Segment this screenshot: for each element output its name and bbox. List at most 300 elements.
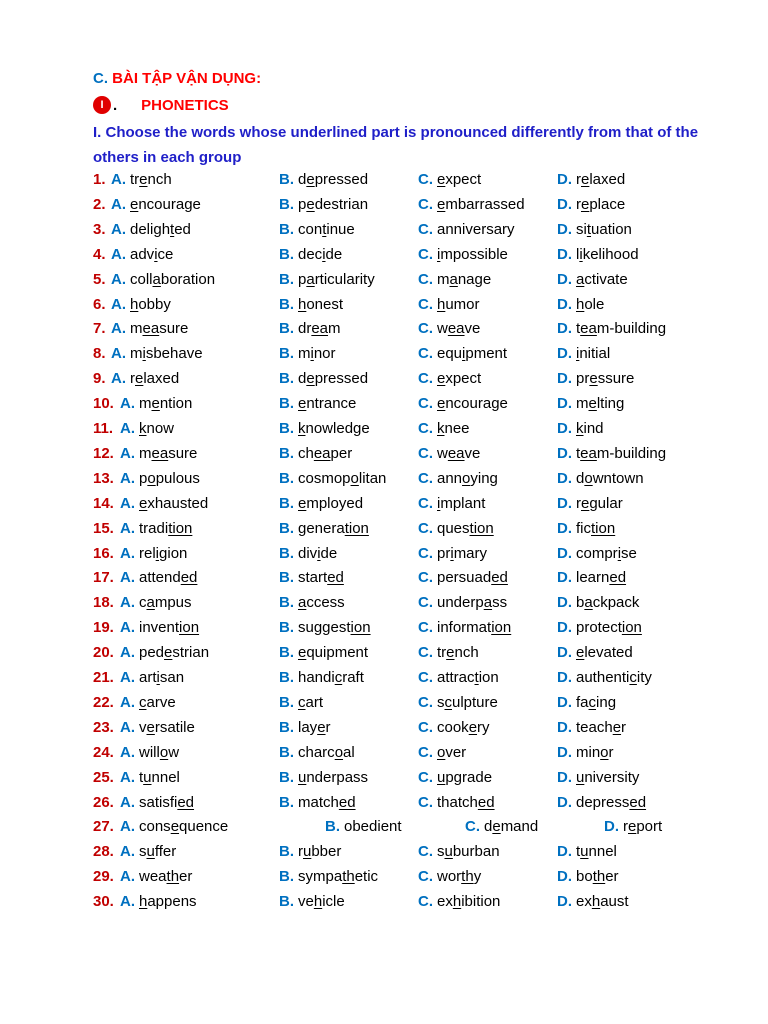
underlined-part: h	[130, 295, 139, 313]
option-letter: B.	[279, 171, 294, 188]
roman-numeral-dot: .	[113, 96, 118, 114]
option-letter: C.	[418, 693, 433, 711]
roman-numeral-badge: I	[93, 96, 111, 114]
word-prefix: m	[139, 395, 152, 413]
answer-option	[557, 715, 626, 740]
answer-option	[279, 839, 341, 864]
word-prefix: will	[139, 743, 160, 761]
underlined-part: i	[310, 345, 314, 363]
answer-option	[557, 292, 604, 317]
underlined-part: ion	[179, 619, 200, 637]
answer-option	[120, 839, 176, 864]
answer-option	[279, 167, 368, 192]
underlined-part: o	[147, 469, 156, 487]
word-suffix: r	[621, 718, 627, 736]
answer-option	[418, 341, 507, 366]
underlined-part: e	[581, 195, 590, 213]
underlined-part: e	[437, 395, 446, 413]
underlined-part: e	[576, 644, 585, 662]
underlined-part: e	[437, 171, 446, 188]
option-letter: A.	[120, 469, 135, 487]
word-prefix: min	[576, 743, 601, 761]
answer-option	[111, 217, 191, 242]
answer-option	[418, 316, 480, 341]
word-suffix: art	[305, 693, 324, 711]
answer-option	[279, 391, 356, 416]
option-letter: B.	[279, 395, 294, 413]
underlined-part: t	[322, 220, 327, 238]
underlined-part: e	[628, 818, 637, 836]
answer-option	[120, 416, 174, 441]
word-suffix: mbarrassed	[445, 195, 525, 213]
word-suffix: boration	[160, 270, 216, 288]
underlined-part: u	[143, 768, 152, 786]
answer-option	[557, 192, 625, 217]
answer-option	[557, 541, 637, 566]
question-number: 21.	[93, 669, 114, 686]
answer-option	[111, 192, 201, 217]
word-suffix: pgrade	[445, 768, 493, 786]
underlined-part: i	[617, 544, 622, 562]
word-suffix: appens	[147, 893, 197, 911]
word-suffix: quipment	[306, 644, 369, 662]
word-prefix: dec	[298, 245, 323, 263]
option-letter: D.	[557, 843, 572, 861]
question-number: 3.	[93, 220, 106, 238]
underlined-part: ea	[313, 444, 331, 462]
option-letter: A.	[120, 519, 135, 537]
question-number: 22.	[93, 693, 114, 711]
word-prefix: wea	[139, 868, 167, 886]
word-suffix: w	[168, 743, 180, 761]
underlined-part: e	[306, 370, 315, 388]
underlined-part: tion	[591, 519, 616, 537]
answer-option	[120, 864, 192, 889]
word-suffix: sbehave	[145, 345, 203, 363]
question-row	[0, 242, 768, 267]
option-letter: C.	[418, 718, 433, 736]
answer-option	[120, 790, 194, 815]
underlined-part: e	[164, 644, 173, 662]
word-suffix: xpect	[445, 370, 482, 388]
underlined-part: ed	[180, 569, 198, 587]
word-prefix: dr	[298, 320, 312, 338]
option-letter: C.	[418, 544, 433, 562]
word-suffix: raft	[342, 669, 364, 686]
word-prefix: teach	[576, 718, 613, 736]
answer-option	[557, 391, 624, 416]
word-suffix: nderpass	[306, 768, 369, 786]
underlined-part: ea	[580, 444, 597, 462]
word-prefix: ch	[298, 444, 314, 462]
answer-option	[120, 690, 176, 715]
answer-option	[418, 765, 492, 790]
word-prefix: depress	[576, 793, 630, 811]
underlined-part: ed	[609, 569, 627, 587]
answer-option	[279, 864, 378, 889]
option-letter: C.	[418, 669, 433, 686]
underlined-part: ea	[447, 444, 465, 462]
word-prefix: t	[576, 444, 581, 462]
underlined-part: u	[437, 768, 446, 786]
word-prefix: protect	[576, 619, 622, 637]
underlined-part: i	[576, 345, 580, 363]
underlined-part: u	[298, 768, 307, 786]
option-letter: B.	[279, 544, 294, 562]
option-letter: B.	[279, 569, 294, 587]
word-prefix: tr	[130, 171, 140, 188]
word-prefix: m	[298, 345, 311, 363]
underlined-part: e	[581, 171, 590, 188]
word-suffix: etic	[354, 868, 379, 886]
answer-option	[120, 391, 192, 416]
underlined-part: th	[461, 868, 474, 886]
answer-option	[604, 814, 662, 839]
question-row	[0, 889, 768, 914]
question-number: 4.	[93, 245, 106, 263]
answer-option	[418, 441, 480, 466]
underlined-part: h	[298, 295, 307, 313]
word-prefix: ped	[139, 644, 165, 662]
underlined-part: k	[576, 420, 584, 437]
underlined-part: h	[591, 893, 601, 911]
word-suffix: laxed	[143, 370, 180, 388]
word-prefix: div	[298, 544, 318, 562]
answer-option	[418, 665, 499, 690]
underlined-part: ea	[311, 320, 329, 338]
word-prefix: p	[298, 270, 307, 288]
answer-option	[120, 615, 199, 640]
answer-option	[120, 516, 192, 541]
answer-option	[279, 790, 356, 815]
answer-option	[111, 267, 215, 292]
option-letter: A.	[120, 444, 135, 462]
answer-option	[418, 715, 490, 740]
question-row	[0, 366, 768, 391]
word-suffix: levated	[584, 644, 633, 662]
word-suffix: burban	[452, 843, 500, 861]
word-prefix: pr	[576, 370, 590, 388]
option-letter: A.	[120, 395, 135, 413]
question-row	[0, 316, 768, 341]
option-letter: D.	[557, 494, 572, 512]
underlined-part: u	[303, 843, 312, 861]
option-letter: D.	[557, 669, 572, 686]
underlined-part: t	[170, 220, 175, 238]
answer-option	[279, 441, 352, 466]
option-letter: A.	[120, 843, 135, 861]
option-letter: C.	[418, 893, 433, 911]
answer-option	[557, 565, 626, 590]
option-letter: D.	[557, 195, 572, 213]
underlined-part: e	[151, 395, 160, 413]
word-suffix: now	[146, 420, 175, 437]
word-prefix: tr	[437, 644, 447, 662]
word-prefix: r	[298, 843, 303, 861]
answer-option	[557, 765, 639, 790]
question-row	[0, 217, 768, 242]
underlined-part: h	[139, 893, 148, 911]
word-suffix: uation	[591, 220, 632, 238]
option-letter: B.	[279, 420, 294, 437]
underlined-part: i	[142, 345, 146, 363]
option-letter: C.	[418, 220, 433, 238]
answer-option	[557, 491, 623, 516]
underlined-part: e	[306, 171, 315, 188]
option-letter: D.	[557, 469, 572, 487]
word-suffix: pment	[465, 345, 508, 363]
word-prefix: t	[139, 768, 144, 786]
word-suffix: er	[605, 868, 619, 886]
word-suffix: strian	[172, 644, 210, 662]
option-letter: C.	[418, 868, 433, 886]
option-letter: C.	[418, 644, 433, 662]
underlined-part: c	[444, 693, 452, 711]
option-letter: A.	[120, 594, 135, 612]
word-prefix: tradi	[139, 519, 169, 537]
answer-option	[279, 316, 341, 341]
question-row	[0, 292, 768, 317]
option-letter: A.	[111, 320, 126, 338]
underlined-part: c	[629, 669, 637, 686]
question-number: 23.	[93, 718, 114, 736]
word-prefix: w	[437, 320, 448, 338]
word-suffix: ve	[464, 444, 481, 462]
word-suffix: litan	[358, 469, 387, 487]
word-suffix: ibition	[461, 893, 501, 911]
underlined-part: o	[600, 743, 609, 761]
question-number: 26.	[93, 793, 114, 811]
word-prefix: charc	[298, 743, 335, 761]
answer-option	[120, 466, 200, 491]
question-row	[0, 814, 768, 839]
option-letter: D.	[557, 619, 572, 637]
answer-option	[418, 167, 481, 192]
option-letter: C.	[418, 519, 433, 537]
option-letter: A.	[111, 370, 126, 388]
underlined-part: o	[159, 743, 169, 761]
underlined-part: o	[437, 743, 446, 761]
word-suffix: rsatile	[154, 718, 195, 736]
option-letter: A.	[111, 270, 126, 288]
answer-option	[120, 441, 197, 466]
option-letter: C.	[418, 245, 433, 263]
underlined-part: e	[139, 171, 148, 188]
word-prefix: si	[576, 220, 587, 238]
answer-option	[279, 292, 343, 317]
option-letter: D.	[557, 569, 572, 587]
option-letter: D.	[557, 743, 572, 761]
phonetics-heading	[93, 95, 229, 115]
word-prefix: handi	[298, 669, 335, 686]
option-letter: A.	[120, 818, 135, 836]
answer-option	[120, 590, 192, 615]
underlined-part: e	[139, 494, 148, 512]
word-suffix: quence	[179, 818, 229, 836]
word-suffix: mpossible	[440, 245, 508, 263]
option-letter: A.	[120, 718, 135, 736]
question-number: 27.	[93, 818, 114, 836]
word-prefix: r	[576, 494, 581, 512]
word-prefix: w	[437, 444, 448, 462]
answer-option	[557, 640, 633, 665]
option-letter: A.	[120, 868, 135, 886]
answer-option	[111, 316, 188, 341]
word-prefix: r	[576, 195, 581, 213]
answer-option	[418, 790, 495, 815]
option-letter: A.	[120, 544, 135, 562]
option-letter: D.	[557, 868, 572, 886]
option-letter: D.	[557, 245, 572, 263]
underlined-part: c	[588, 693, 597, 711]
option-letter: B.	[279, 295, 294, 313]
underlined-part: u	[580, 843, 589, 861]
answer-option	[279, 366, 368, 391]
word-suffix: san	[159, 669, 185, 686]
option-letter: B.	[279, 644, 294, 662]
question-row	[0, 615, 768, 640]
option-letter: A.	[120, 644, 135, 662]
answer-option	[120, 640, 209, 665]
option-letter: C.	[418, 171, 433, 188]
word-prefix: s	[437, 843, 445, 861]
answer-option	[279, 715, 331, 740]
option-letter: D.	[557, 220, 572, 238]
answer-option	[557, 665, 652, 690]
answer-option	[418, 416, 470, 441]
underlined-part: e	[492, 818, 501, 836]
option-letter: B.	[279, 594, 294, 612]
option-letter: D.	[557, 793, 572, 811]
word-suffix: xhausted	[147, 494, 209, 512]
word-prefix: s	[139, 843, 147, 861]
underlined-part: ea	[142, 320, 160, 338]
question-number: 2.	[93, 195, 106, 213]
exercise-instruction: I. Choose the words whose underlined part is pronounced differently from that of the others in each group	[93, 124, 699, 166]
underlined-part: th	[166, 868, 180, 886]
word-prefix: con	[298, 220, 323, 238]
answer-option	[279, 690, 323, 715]
word-prefix: m	[130, 345, 143, 363]
option-letter: A.	[111, 245, 126, 263]
option-letter: C.	[418, 793, 433, 811]
option-letter: A.	[120, 569, 135, 587]
option-letter: B.	[279, 320, 294, 338]
option-letter: B.	[279, 718, 294, 736]
section-heading	[93, 70, 261, 87]
word-suffix: ntion	[159, 395, 193, 413]
question-number: 18.	[93, 594, 114, 612]
option-letter: C.	[418, 320, 433, 338]
underlined-part: e	[135, 370, 144, 388]
question-number: 25.	[93, 768, 114, 786]
word-prefix: satisfi	[139, 793, 178, 811]
answer-option	[557, 267, 628, 292]
word-prefix: learn	[576, 569, 610, 587]
word-suffix: ntrance	[306, 395, 357, 413]
answer-option	[418, 864, 481, 889]
underlined-part: e	[170, 818, 180, 836]
word-prefix: d	[298, 370, 307, 388]
underlined-part: u	[576, 768, 585, 786]
question-number: 16.	[93, 544, 114, 562]
option-letter: B.	[279, 345, 294, 363]
option-letter: C.	[418, 395, 433, 413]
underlined-part: t	[474, 669, 479, 686]
underlined-part: tion	[344, 519, 369, 537]
word-suffix: se	[621, 544, 637, 562]
answer-option	[557, 366, 634, 391]
underlined-part: ed	[629, 793, 647, 811]
option-letter: A.	[120, 619, 135, 637]
underlined-part: h	[452, 893, 462, 911]
word-prefix: anniversary	[437, 220, 515, 238]
answer-option	[418, 466, 498, 491]
option-letter: B.	[279, 793, 294, 811]
word-suffix: port	[636, 818, 663, 836]
underlined-part: t	[586, 220, 592, 238]
word-suffix: nitial	[579, 345, 611, 363]
underlined-part: k	[437, 420, 445, 437]
answer-option	[279, 640, 368, 665]
question-number: 10.	[93, 395, 114, 413]
underlined-part: c	[139, 693, 147, 711]
question-number: 20.	[93, 644, 114, 662]
answer-option	[279, 565, 344, 590]
answer-option	[120, 814, 228, 839]
question-number: 15.	[93, 519, 114, 537]
question-row	[0, 192, 768, 217]
word-suffix: ion	[478, 669, 499, 686]
question-row	[0, 665, 768, 690]
word-suffix: wntown	[592, 469, 644, 487]
option-letter: A.	[111, 295, 126, 313]
option-letter: D.	[557, 519, 572, 537]
option-letter: D.	[557, 444, 572, 462]
underlined-part: e	[146, 718, 155, 736]
underlined-part: o	[584, 469, 593, 487]
word-suffix: onest	[306, 295, 344, 313]
underlined-part: ea	[151, 444, 169, 462]
answer-option	[418, 690, 498, 715]
word-suffix: ry	[477, 718, 490, 736]
answer-option	[418, 590, 507, 615]
underlined-part: e	[298, 644, 307, 662]
underlined-part: e	[298, 395, 307, 413]
question-row	[0, 491, 768, 516]
option-letter: D.	[557, 594, 572, 612]
word-prefix: equ	[437, 345, 463, 363]
word-prefix: d	[298, 171, 307, 188]
section-title: BÀI TẬP VẬN DỤNG:	[112, 70, 262, 87]
word-suffix: gular	[589, 494, 623, 512]
option-letter: B.	[279, 768, 294, 786]
option-letter: C.	[418, 743, 433, 761]
word-prefix: ex	[437, 893, 453, 911]
option-letter: C.	[418, 345, 433, 363]
answer-option	[557, 590, 639, 615]
option-letter: A.	[120, 743, 135, 761]
word-prefix: deligh	[130, 220, 171, 238]
option-letter: C.	[418, 594, 433, 612]
answer-option	[557, 441, 666, 466]
answer-option	[279, 541, 337, 566]
word-prefix: t	[576, 320, 581, 338]
option-letter: B.	[279, 893, 294, 911]
answer-option	[557, 341, 610, 366]
underlined-part: i	[156, 669, 160, 686]
answer-option	[120, 889, 197, 914]
